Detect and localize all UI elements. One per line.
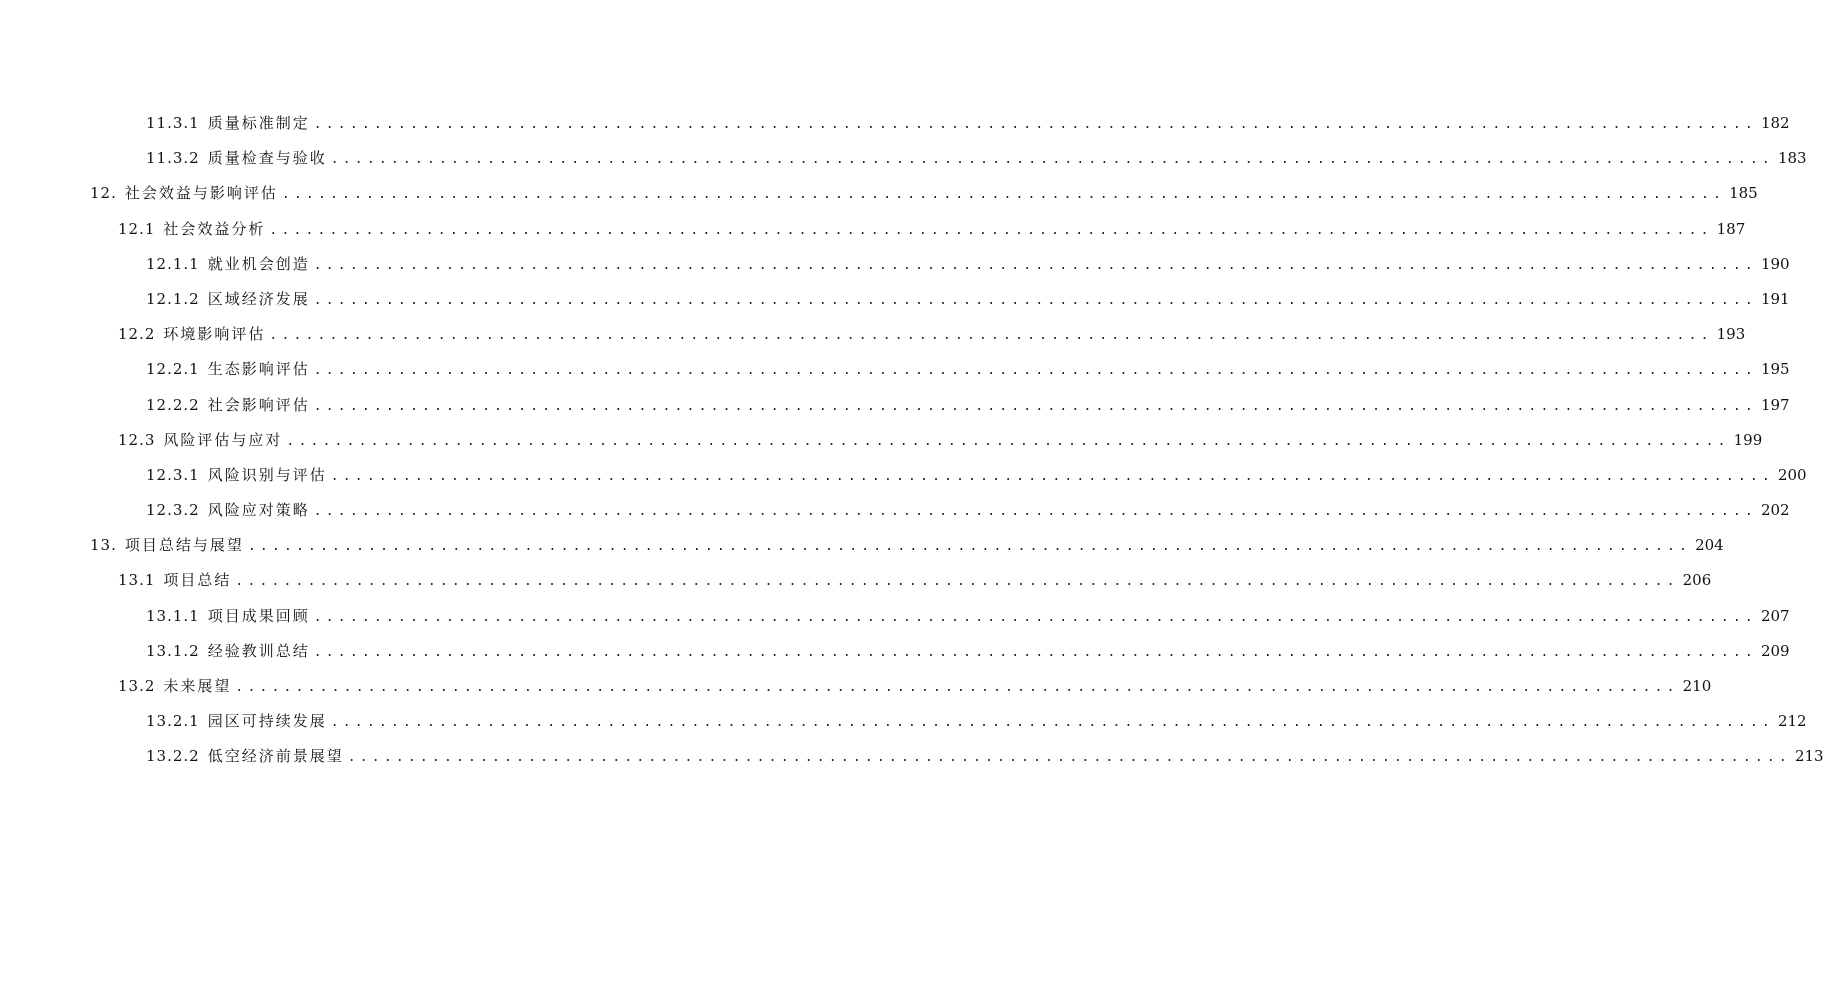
toc-dot-leader: ........................................................................................................................ — [313, 292, 1757, 308]
toc-entry-page: 197 — [1760, 395, 1790, 414]
toc-entry[interactable] — [0, 739, 1824, 774]
toc-entry-title: 项目总结与展望 — [124, 536, 244, 555]
toc-entry-number: 13.1 — [118, 571, 156, 590]
toc-entry-number: 13.2.2 — [146, 747, 200, 766]
toc-entry-page: 202 — [1760, 501, 1790, 520]
toc-dot-leader: ........................................................................................................................ — [313, 257, 1757, 273]
toc-entry-number: 13.2 — [118, 677, 156, 695]
toc-dot-leader: ........................................................................................................................ — [347, 750, 1791, 766]
toc-entry-title: 风险识别与评估 — [207, 465, 327, 484]
toc-entry-title: 社会效益分析 — [163, 219, 266, 238]
toc-dot-leader: ........................................................................................................................ — [330, 152, 1774, 168]
toc-entry-title: 环境影响评估 — [163, 325, 266, 344]
toc-entry-number: 11.3.1 — [146, 114, 200, 132]
toc-entry[interactable] — [0, 106, 1790, 141]
toc-entry-title: 生态影响评估 — [207, 360, 310, 379]
toc-entry-page: 210 — [1682, 677, 1712, 695]
toc-entry[interactable] — [0, 212, 1746, 247]
toc-entry[interactable] — [0, 352, 1790, 387]
toc-dot-leader: ........................................................................................................................ — [235, 574, 1679, 590]
toc-entry[interactable] — [0, 247, 1790, 282]
toc-entry-page: 204 — [1695, 536, 1724, 555]
toc-entry-title: 未来展望 — [163, 677, 232, 695]
table-of-contents — [0, 106, 1824, 775]
toc-dot-leader: ........................................................................................................................ — [313, 398, 1757, 414]
toc-entry-number: 12. — [90, 184, 117, 203]
toc-entry-number: 13.1.2 — [146, 641, 200, 660]
toc-entry[interactable] — [0, 599, 1790, 634]
toc-entry[interactable] — [0, 704, 1807, 739]
toc-entry-title: 风险评估与应对 — [163, 430, 283, 449]
toc-entry-title: 社会效益与影响评估 — [124, 184, 278, 203]
toc-entry-title: 社会影响评估 — [207, 395, 310, 414]
toc-entry-title: 经验教训总结 — [207, 641, 310, 660]
toc-entry-title: 质量标准制定 — [207, 114, 310, 132]
toc-entry-title: 区域经济发展 — [207, 289, 310, 308]
toc-entry[interactable] — [0, 528, 1724, 563]
toc-entry[interactable] — [0, 317, 1746, 352]
toc-dot-leader: ........................................................................................................................ — [313, 117, 1757, 132]
toc-entry-page: 193 — [1716, 325, 1746, 344]
toc-entry-page: 195 — [1760, 360, 1790, 379]
toc-entry-number: 13.2.1 — [146, 712, 200, 731]
toc-entry[interactable] — [0, 176, 1758, 211]
toc-entry-title: 风险应对策略 — [207, 501, 310, 520]
toc-dot-leader: ........................................................................................................................ — [269, 328, 1713, 344]
toc-entry[interactable] — [0, 634, 1790, 669]
toc-dot-leader: ........................................................................................................................ — [269, 222, 1713, 238]
toc-entry-page: 213 — [1794, 747, 1824, 766]
toc-entry-page: 199 — [1733, 430, 1763, 449]
toc-entry-page: 206 — [1682, 571, 1712, 590]
toc-dot-leader: ........................................................................................................................ — [313, 644, 1757, 660]
toc-entry[interactable] — [0, 388, 1790, 423]
toc-entry-title: 园区可持续发展 — [207, 712, 327, 731]
toc-dot-leader: ........................................................................................................................ — [281, 187, 1726, 203]
toc-dot-leader: ........................................................................................................................ — [313, 609, 1757, 625]
toc-dot-leader: ........................................................................................................................ — [330, 715, 1774, 731]
toc-dot-leader: ........................................................................................................................ — [313, 504, 1757, 520]
toc-entry-number: 12.3.2 — [146, 501, 200, 520]
toc-entry-number: 12.1 — [118, 219, 156, 238]
toc-entry-page: 207 — [1760, 606, 1790, 625]
toc-entry-number: 12.1.2 — [146, 289, 200, 308]
toc-dot-leader: ........................................................................................................................ — [313, 363, 1757, 379]
toc-entry-number: 12.3.1 — [146, 465, 200, 484]
toc-entry[interactable] — [0, 669, 1712, 704]
toc-entry-title: 质量检查与验收 — [207, 149, 327, 168]
toc-entry-page: 200 — [1777, 465, 1807, 484]
toc-entry-number: 12.2.1 — [146, 360, 200, 379]
toc-entry[interactable] — [0, 458, 1807, 493]
toc-entry-title: 项目总结 — [163, 571, 232, 590]
toc-entry-number: 12.3 — [118, 430, 156, 449]
toc-entry-number: 12.2.2 — [146, 395, 200, 414]
toc-dot-leader: ........................................................................................................................ — [235, 680, 1679, 695]
toc-entry-page: 183 — [1777, 149, 1807, 168]
toc-entry-page: 191 — [1760, 289, 1790, 308]
toc-dot-leader: ........................................................................................................................ — [247, 539, 1692, 555]
toc-entry-number: 13.1.1 — [146, 606, 200, 625]
toc-entry-page: 187 — [1716, 219, 1746, 238]
toc-entry[interactable] — [0, 141, 1807, 176]
toc-entry-title: 项目成果回顾 — [207, 606, 310, 625]
toc-entry-page: 212 — [1777, 712, 1807, 731]
toc-entry-number: 12.1.1 — [146, 254, 200, 273]
toc-entry-number: 12.2 — [118, 325, 156, 344]
toc-entry[interactable] — [0, 423, 1763, 458]
toc-dot-leader: ........................................................................................................................ — [286, 433, 1730, 449]
toc-entry-number: 13. — [90, 536, 117, 555]
toc-entry-page: 209 — [1760, 641, 1790, 660]
toc-entry-page: 182 — [1760, 114, 1790, 132]
toc-entry[interactable] — [0, 563, 1712, 598]
toc-entry-page: 185 — [1729, 184, 1758, 203]
toc-dot-leader: ........................................................................................................................ — [330, 468, 1774, 484]
toc-entry-title: 低空经济前景展望 — [207, 747, 344, 766]
toc-entry[interactable] — [0, 493, 1790, 528]
toc-entry[interactable] — [0, 282, 1790, 317]
toc-entry-title: 就业机会创造 — [207, 254, 310, 273]
toc-entry-page: 190 — [1760, 254, 1790, 273]
toc-entry-number: 11.3.2 — [146, 149, 200, 168]
